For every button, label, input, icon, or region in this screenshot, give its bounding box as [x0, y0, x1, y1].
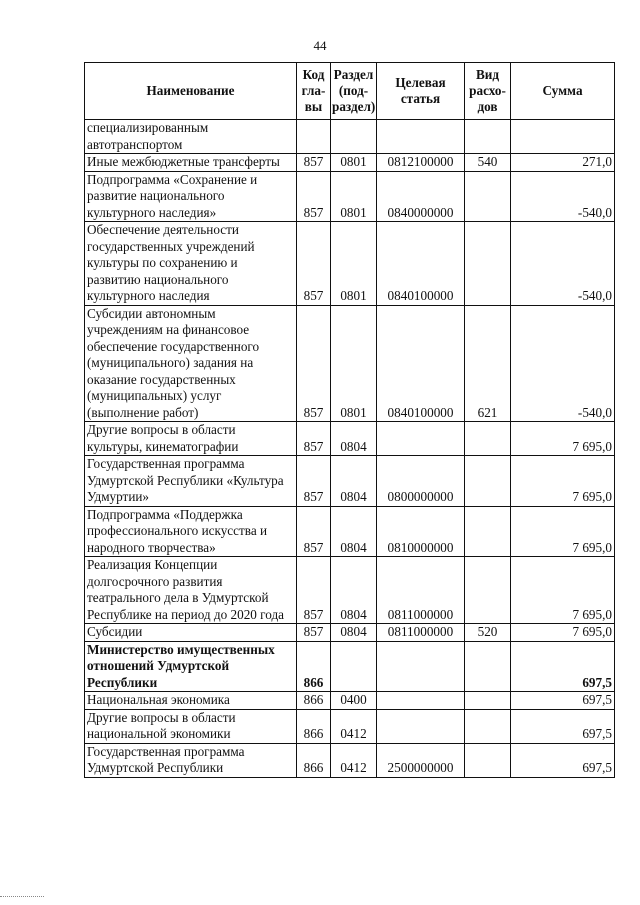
header-kod: Код гла-вы: [297, 63, 331, 120]
cell-razdel: 0412: [331, 743, 377, 777]
cell-razdel: 0801: [331, 154, 377, 172]
header-name: Наименование: [85, 63, 297, 120]
header-vid-rashodov: Вид расхо-дов: [465, 63, 511, 120]
cell-tselevaya-statya: [377, 120, 465, 154]
header-summa: Сумма: [511, 63, 615, 120]
cell-name: Национальная экономика: [85, 692, 297, 710]
cell-name: Другие вопросы в области культуры, кинематографии: [85, 422, 297, 456]
cell-razdel: 0804: [331, 557, 377, 624]
cell-kod: [297, 120, 331, 154]
table-row: [85, 557, 615, 624]
cell-vid-rashodov: [465, 120, 511, 154]
cell-kod: 866: [297, 743, 331, 777]
cell-kod: 857: [297, 305, 331, 422]
cell-name: Обеспечение деятельности государственных учреждений культуры по сохранению и развитию национального культурного наследия: [85, 222, 297, 306]
cell-tselevaya-statya: 0840100000: [377, 305, 465, 422]
cell-summa: -540,0: [511, 305, 615, 422]
table-row: [85, 422, 615, 456]
cell-tselevaya-statya: 0812100000: [377, 154, 465, 172]
cell-razdel: [331, 641, 377, 692]
cell-razdel: 0801: [331, 171, 377, 222]
cell-kod: 857: [297, 171, 331, 222]
cell-name: Министерство имущественных отношений Удмуртской Республики: [85, 641, 297, 692]
cell-summa: 697,5: [511, 692, 615, 710]
cell-vid-rashodov: [465, 692, 511, 710]
cell-name: Субсидии автономным учреждениям на финансовое обеспечение государственного (муниципального) задания на оказание государственных (муниципальных) услуг (выполнение работ): [85, 305, 297, 422]
cell-tselevaya-statya: 0811000000: [377, 624, 465, 642]
cell-razdel: 0804: [331, 624, 377, 642]
table-row: [85, 154, 615, 172]
table-row: [85, 709, 615, 743]
cell-tselevaya-statya: 0810000000: [377, 506, 465, 557]
cell-razdel: 0400: [331, 692, 377, 710]
cell-vid-rashodov: 520: [465, 624, 511, 642]
cell-tselevaya-statya: [377, 692, 465, 710]
cell-razdel: 0801: [331, 305, 377, 422]
page-number: 44: [313, 38, 327, 53]
cell-vid-rashodov: 540: [465, 154, 511, 172]
cell-summa: -540,0: [511, 171, 615, 222]
cell-name: Реализация Концепции долгосрочного развития театрального дела в Удмуртской Республике на период до 2020 года: [85, 557, 297, 624]
cell-vid-rashodov: [465, 222, 511, 306]
table-row: [85, 506, 615, 557]
cell-summa: 7 695,0: [511, 456, 615, 507]
cell-summa: [511, 120, 615, 154]
table-row: [85, 456, 615, 507]
table-row: [85, 743, 615, 777]
cell-name: Государственная программа Удмуртской Республики «Культура Удмуртии»: [85, 456, 297, 507]
cell-summa: 697,5: [511, 641, 615, 692]
cell-summa: 7 695,0: [511, 624, 615, 642]
cell-tselevaya-statya: [377, 709, 465, 743]
cell-kod: 857: [297, 154, 331, 172]
table-row: [85, 624, 615, 642]
cell-kod: 866: [297, 692, 331, 710]
cell-vid-rashodov: [465, 641, 511, 692]
table-header-row: [85, 63, 615, 120]
cell-summa: -540,0: [511, 222, 615, 306]
cell-kod: 857: [297, 422, 331, 456]
cell-vid-rashodov: 621: [465, 305, 511, 422]
cell-name: Другие вопросы в области национальной экономики: [85, 709, 297, 743]
cell-vid-rashodov: [465, 422, 511, 456]
cell-kod: 857: [297, 506, 331, 557]
cell-name: Иные межбюджетные трансферты: [85, 154, 297, 172]
cell-summa: 271,0: [511, 154, 615, 172]
header-tselevaya-statya: Целевая статья: [377, 63, 465, 120]
cell-vid-rashodov: [465, 506, 511, 557]
table-row: [85, 120, 615, 154]
cell-name: специализированным автотранспортом: [85, 120, 297, 154]
cell-razdel: 0804: [331, 422, 377, 456]
cell-kod: 866: [297, 641, 331, 692]
cell-kod: 857: [297, 624, 331, 642]
cell-summa: 7 695,0: [511, 557, 615, 624]
cell-name: Государственная программа Удмуртской Республики: [85, 743, 297, 777]
cell-razdel: 0801: [331, 222, 377, 306]
table-row: [85, 692, 615, 710]
cell-name: Подпрограмма «Сохранение и развитие национального культурного наследия»: [85, 171, 297, 222]
cell-name: Подпрограмма «Поддержка профессионального искусства и народного творчества»: [85, 506, 297, 557]
header-razdel: Раздел (под-раздел): [331, 63, 377, 120]
cell-tselevaya-statya: [377, 641, 465, 692]
cell-tselevaya-statya: 0840100000: [377, 222, 465, 306]
table-row: [85, 641, 615, 692]
cell-tselevaya-statya: 0840000000: [377, 171, 465, 222]
cell-kod: 857: [297, 222, 331, 306]
cell-vid-rashodov: [465, 743, 511, 777]
cell-summa: 697,5: [511, 709, 615, 743]
cell-razdel: [331, 120, 377, 154]
cell-vid-rashodov: [465, 171, 511, 222]
cell-tselevaya-statya: 0811000000: [377, 557, 465, 624]
cell-vid-rashodov: [465, 709, 511, 743]
scan-edge-mark: [0, 896, 44, 899]
cell-vid-rashodov: [465, 456, 511, 507]
cell-vid-rashodov: [465, 557, 511, 624]
cell-tselevaya-statya: [377, 422, 465, 456]
cell-tselevaya-statya: 2500000000: [377, 743, 465, 777]
cell-summa: 697,5: [511, 743, 615, 777]
cell-name: Субсидии: [85, 624, 297, 642]
cell-kod: 866: [297, 709, 331, 743]
cell-tselevaya-statya: 0800000000: [377, 456, 465, 507]
cell-razdel: 0804: [331, 456, 377, 507]
cell-summa: 7 695,0: [511, 422, 615, 456]
cell-kod: 857: [297, 557, 331, 624]
cell-razdel: 0804: [331, 506, 377, 557]
table-row: [85, 305, 615, 422]
table-row: [85, 222, 615, 306]
cell-razdel: 0412: [331, 709, 377, 743]
budget-table: [84, 62, 615, 778]
table-body: [85, 120, 615, 778]
cell-summa: 7 695,0: [511, 506, 615, 557]
table-row: [85, 171, 615, 222]
cell-kod: 857: [297, 456, 331, 507]
